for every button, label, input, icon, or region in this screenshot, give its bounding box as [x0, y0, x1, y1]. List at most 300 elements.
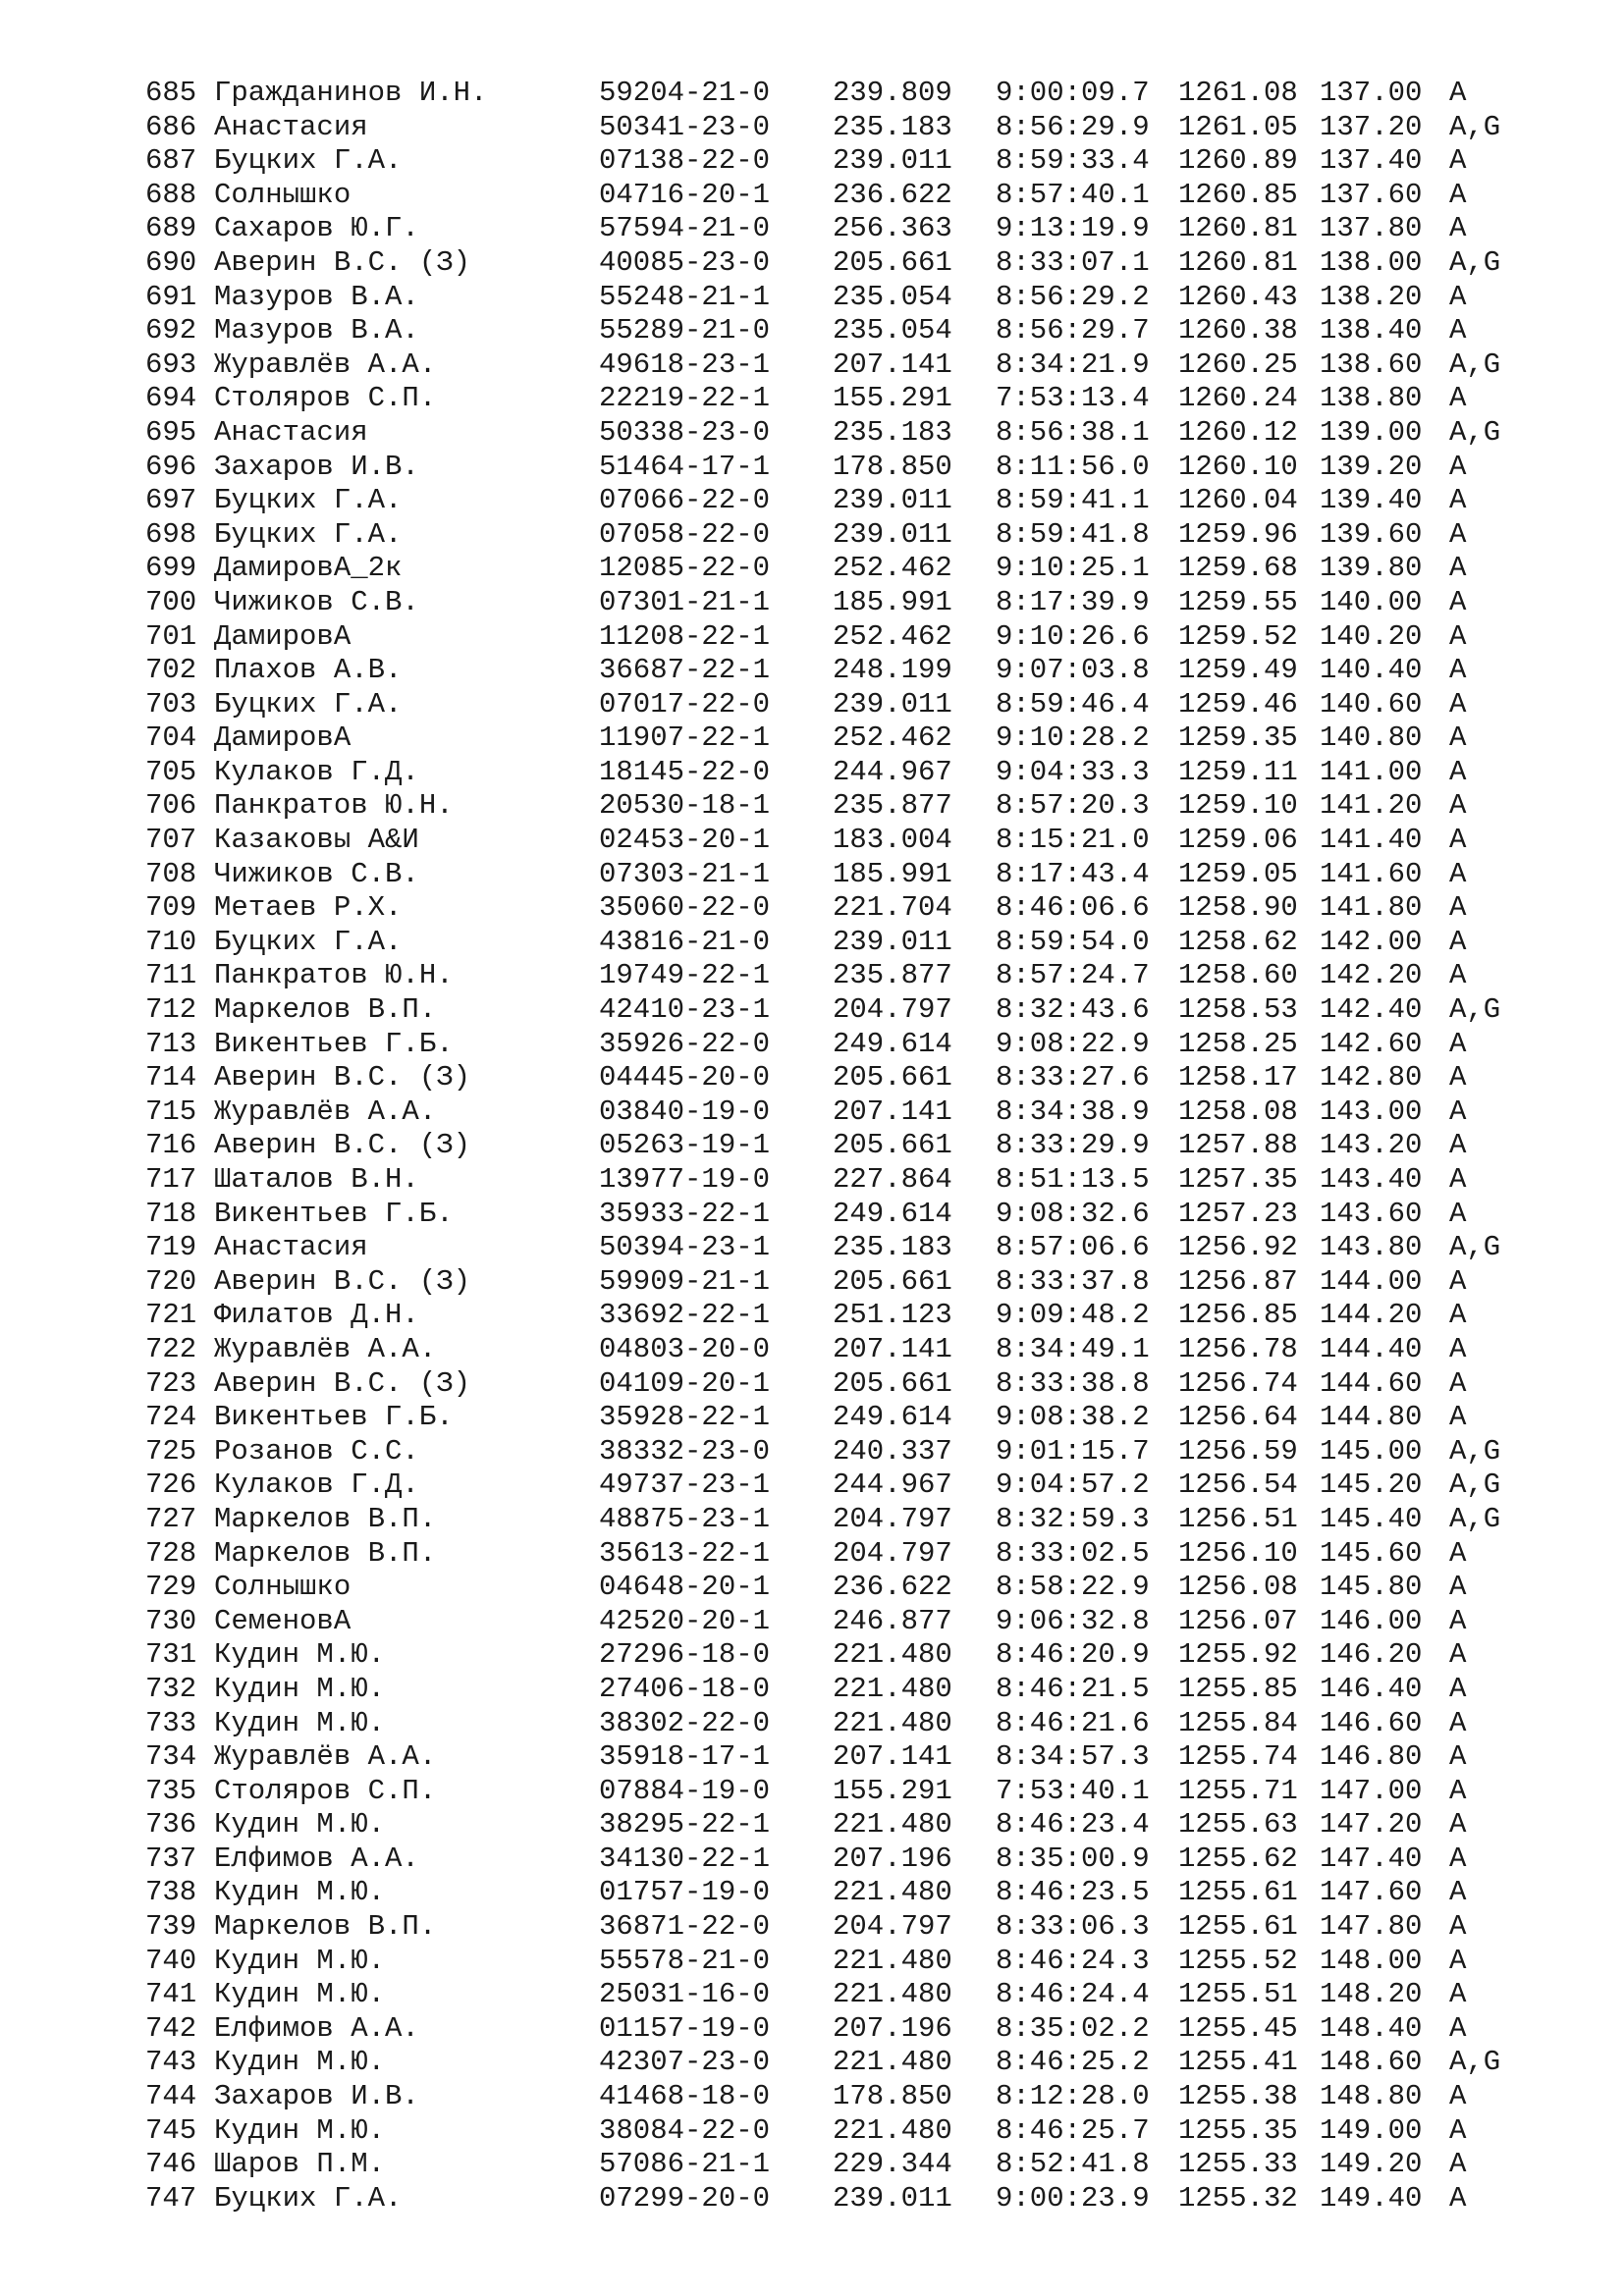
result-speed: 1255.35 — [1178, 2113, 1298, 2147]
result-ring: 35926-22-0 — [599, 1027, 771, 1060]
result-time: 8:59:33.4 — [996, 144, 1150, 178]
result-ring: 55578-21-0 — [599, 1944, 771, 1977]
result-rank: 695 — [145, 415, 197, 449]
result-speed: 1255.45 — [1178, 2011, 1298, 2045]
result-speed: 1256.59 — [1178, 1434, 1298, 1468]
result-dist: 235.877 — [833, 959, 952, 992]
result-flag: A — [1449, 1129, 1467, 1162]
result-dist: 236.622 — [833, 1571, 952, 1604]
result-flag: A — [1449, 1299, 1467, 1332]
result-name: Кудин М.Ю. — [214, 2113, 386, 2147]
result-pts: 147.80 — [1320, 1910, 1423, 1944]
result-time: 8:46:21.5 — [996, 1672, 1150, 1705]
result-speed: 1260.10 — [1178, 450, 1298, 483]
result-pts: 144.20 — [1320, 1299, 1423, 1332]
result-rank: 709 — [145, 891, 197, 925]
result-ring: 35918-17-1 — [599, 1740, 771, 1774]
result-dist: 252.462 — [833, 552, 952, 585]
result-ring: 22219-22-1 — [599, 382, 771, 415]
result-speed: 1259.06 — [1178, 824, 1298, 857]
result-flag: A,G — [1449, 110, 1501, 143]
result-pts: 144.40 — [1320, 1332, 1423, 1365]
result-ring: 50394-23-1 — [599, 1231, 771, 1264]
result-rank: 710 — [145, 925, 197, 958]
result-pts: 145.80 — [1320, 1571, 1423, 1604]
result-rank: 694 — [145, 382, 197, 415]
result-pts: 138.20 — [1320, 280, 1423, 313]
result-rank: 734 — [145, 1740, 197, 1774]
result-time: 8:56:38.1 — [996, 415, 1150, 449]
result-speed: 1257.23 — [1178, 1197, 1298, 1230]
result-ring: 05263-19-1 — [599, 1129, 771, 1162]
result-dist: 246.877 — [833, 1604, 952, 1637]
result-pts: 146.60 — [1320, 1706, 1423, 1739]
result-ring: 35613-22-1 — [599, 1536, 771, 1570]
result-pts: 142.20 — [1320, 959, 1423, 992]
result-name: Чижиков С.В. — [214, 857, 419, 890]
result-pts: 140.60 — [1320, 687, 1423, 721]
result-flag: A — [1449, 144, 1467, 178]
result-ring: 35933-22-1 — [599, 1197, 771, 1230]
result-dist: 249.614 — [833, 1027, 952, 1060]
result-ring: 04109-20-1 — [599, 1366, 771, 1400]
result-time: 8:57:24.7 — [996, 959, 1150, 992]
result-speed: 1256.54 — [1178, 1468, 1298, 1502]
result-name: Мазуров В.А. — [214, 280, 419, 313]
result-time: 8:33:29.9 — [996, 1129, 1150, 1162]
result-rank: 706 — [145, 789, 197, 823]
result-rank: 716 — [145, 1129, 197, 1162]
result-flag: A — [1449, 1061, 1467, 1095]
result-ring: 41468-18-0 — [599, 2080, 771, 2113]
result-name: Буцких Г.А. — [214, 517, 403, 551]
result-rank: 686 — [145, 110, 197, 143]
result-dist: 236.622 — [833, 178, 952, 211]
result-name: Захаров И.В. — [214, 2080, 419, 2113]
result-name: Кудин М.Ю. — [214, 1944, 386, 1977]
result-flag: A — [1449, 959, 1467, 992]
result-rank: 701 — [145, 619, 197, 653]
result-name: Сахаров Ю.Г. — [214, 212, 419, 245]
result-pts: 143.20 — [1320, 1129, 1423, 1162]
result-name: Столяров С.П. — [214, 382, 437, 415]
result-pts: 148.40 — [1320, 2011, 1423, 2045]
result-time: 8:32:43.6 — [996, 993, 1150, 1027]
result-speed: 1255.62 — [1178, 1842, 1298, 1875]
result-time: 8:59:46.4 — [996, 687, 1150, 721]
result-speed: 1255.63 — [1178, 1808, 1298, 1842]
result-name: Солнышко — [214, 178, 352, 211]
result-flag: A — [1449, 1876, 1467, 1909]
result-pts: 143.60 — [1320, 1197, 1423, 1230]
result-pts: 144.00 — [1320, 1264, 1423, 1298]
result-speed: 1259.11 — [1178, 755, 1298, 788]
result-flag: A — [1449, 1842, 1467, 1875]
result-ring: 50338-23-0 — [599, 415, 771, 449]
result-pts: 141.00 — [1320, 755, 1423, 788]
result-name: Кудин М.Ю. — [214, 2046, 386, 2079]
result-dist: 221.480 — [833, 1706, 952, 1739]
result-dist: 221.480 — [833, 1978, 952, 2011]
result-name: ДамировА — [214, 619, 352, 653]
result-name: Маркелов В.П. — [214, 1536, 437, 1570]
result-speed: 1256.64 — [1178, 1401, 1298, 1434]
result-flag: A,G — [1449, 1502, 1501, 1535]
result-flag: A — [1449, 1944, 1467, 1977]
result-speed: 1255.61 — [1178, 1910, 1298, 1944]
result-ring: 20530-18-1 — [599, 789, 771, 823]
result-pts: 147.60 — [1320, 1876, 1423, 1909]
result-name: Столяров С.П. — [214, 1774, 437, 1807]
result-pts: 141.60 — [1320, 857, 1423, 890]
result-flag: A — [1449, 687, 1467, 721]
result-time: 8:58:22.9 — [996, 1571, 1150, 1604]
result-dist: 244.967 — [833, 1468, 952, 1502]
result-time: 9:08:22.9 — [996, 1027, 1150, 1060]
result-pts: 142.60 — [1320, 1027, 1423, 1060]
result-rank: 733 — [145, 1706, 197, 1739]
result-dist: 249.614 — [833, 1401, 952, 1434]
result-name: Анастасия — [214, 1231, 368, 1264]
result-name: Мазуров В.А. — [214, 314, 419, 347]
result-dist: 240.337 — [833, 1434, 952, 1468]
result-name: Плахов А.В. — [214, 654, 403, 687]
result-speed: 1255.71 — [1178, 1774, 1298, 1807]
result-flag: A — [1449, 1604, 1467, 1637]
result-dist: 221.480 — [833, 2113, 952, 2147]
result-dist: 252.462 — [833, 619, 952, 653]
result-rank: 743 — [145, 2046, 197, 2079]
result-flag: A — [1449, 212, 1467, 245]
result-rank: 692 — [145, 314, 197, 347]
result-dist: 207.196 — [833, 1842, 952, 1875]
result-speed: 1255.33 — [1178, 2148, 1298, 2181]
result-flag: A,G — [1449, 347, 1501, 381]
result-rank: 685 — [145, 77, 197, 109]
result-dist: 155.291 — [833, 382, 952, 415]
result-pts: 148.00 — [1320, 1944, 1423, 1977]
result-time: 8:17:43.4 — [996, 857, 1150, 890]
result-name: Журавлёв А.А. — [214, 347, 437, 381]
result-name: Анастасия — [214, 110, 368, 143]
result-name: Журавлёв А.А. — [214, 1740, 437, 1774]
result-rank: 699 — [145, 552, 197, 585]
result-rank: 725 — [145, 1434, 197, 1468]
result-time: 9:04:57.2 — [996, 1468, 1150, 1502]
result-dist: 248.199 — [833, 654, 952, 687]
result-name: Розанов С.С. — [214, 1434, 419, 1468]
result-name: Маркелов В.П. — [214, 993, 437, 1027]
result-speed: 1256.78 — [1178, 1332, 1298, 1365]
result-time: 9:10:26.6 — [996, 619, 1150, 653]
result-ring: 02453-20-1 — [599, 824, 771, 857]
result-dist: 205.661 — [833, 1366, 952, 1400]
result-speed: 1260.04 — [1178, 484, 1298, 517]
result-pts: 144.80 — [1320, 1401, 1423, 1434]
result-ring: 07138-22-0 — [599, 144, 771, 178]
result-dist: 207.141 — [833, 1332, 952, 1365]
result-pts: 141.20 — [1320, 789, 1423, 823]
result-pts: 149.40 — [1320, 2181, 1423, 2215]
result-pts: 140.20 — [1320, 619, 1423, 653]
result-dist: 185.991 — [833, 857, 952, 890]
result-rank: 698 — [145, 517, 197, 551]
result-name: Викентьев Г.Б. — [214, 1197, 454, 1230]
result-dist: 204.797 — [833, 993, 952, 1027]
result-dist: 244.967 — [833, 755, 952, 788]
result-time: 8:59:54.0 — [996, 925, 1150, 958]
result-ring: 07066-22-0 — [599, 484, 771, 517]
result-rank: 741 — [145, 1978, 197, 2011]
result-time: 9:10:28.2 — [996, 721, 1150, 755]
result-flag: A — [1449, 1366, 1467, 1400]
result-flag: A — [1449, 1163, 1467, 1196]
result-name: Гражданинов И.Н. — [214, 77, 488, 109]
result-name: Буцких Г.А. — [214, 687, 403, 721]
result-speed: 1256.51 — [1178, 1502, 1298, 1535]
result-time: 8:57:20.3 — [996, 789, 1150, 823]
result-ring: 07303-21-1 — [599, 857, 771, 890]
result-name: Чижиков С.В. — [214, 585, 419, 618]
result-time: 8:46:25.2 — [996, 2046, 1150, 2079]
result-flag: A — [1449, 1774, 1467, 1807]
result-ring: 04803-20-0 — [599, 1332, 771, 1365]
result-dist: 227.864 — [833, 1163, 952, 1196]
result-dist: 205.661 — [833, 1264, 952, 1298]
result-flag: A — [1449, 925, 1467, 958]
result-pts: 143.80 — [1320, 1231, 1423, 1264]
result-rank: 747 — [145, 2181, 197, 2215]
result-rank: 724 — [145, 1401, 197, 1434]
result-pts: 145.00 — [1320, 1434, 1423, 1468]
result-name: Аверин В.С. (З) — [214, 1264, 471, 1298]
result-flag: A — [1449, 721, 1467, 755]
result-pts: 138.80 — [1320, 382, 1423, 415]
result-rank: 735 — [145, 1774, 197, 1807]
result-rank: 744 — [145, 2080, 197, 2113]
result-pts: 137.20 — [1320, 110, 1423, 143]
result-name: Аверин В.С. (З) — [214, 245, 471, 279]
result-rank: 707 — [145, 824, 197, 857]
result-time: 9:08:32.6 — [996, 1197, 1150, 1230]
result-time: 8:11:56.0 — [996, 450, 1150, 483]
result-dist: 178.850 — [833, 2080, 952, 2113]
result-flag: A,G — [1449, 1468, 1501, 1502]
result-rank: 719 — [145, 1231, 197, 1264]
result-speed: 1260.24 — [1178, 382, 1298, 415]
result-ring: 38295-22-1 — [599, 1808, 771, 1842]
result-speed: 1259.68 — [1178, 552, 1298, 585]
result-ring: 50341-23-0 — [599, 110, 771, 143]
result-flag: A — [1449, 280, 1467, 313]
result-dist: 239.011 — [833, 2181, 952, 2215]
result-speed: 1255.74 — [1178, 1740, 1298, 1774]
result-speed: 1256.07 — [1178, 1604, 1298, 1637]
result-time: 9:10:25.1 — [996, 552, 1150, 585]
result-name: Метаев Р.Х. — [214, 891, 403, 925]
result-rank: 700 — [145, 585, 197, 618]
result-ring: 07884-19-0 — [599, 1774, 771, 1807]
result-speed: 1260.43 — [1178, 280, 1298, 313]
result-ring: 18145-22-0 — [599, 755, 771, 788]
result-rank: 737 — [145, 1842, 197, 1875]
result-dist: 239.011 — [833, 144, 952, 178]
result-dist: 205.661 — [833, 1061, 952, 1095]
result-flag: A,G — [1449, 245, 1501, 279]
result-rank: 715 — [145, 1095, 197, 1128]
result-flag: A — [1449, 178, 1467, 211]
result-time: 8:46:24.3 — [996, 1944, 1150, 1977]
result-ring: 34130-22-1 — [599, 1842, 771, 1875]
result-pts: 139.00 — [1320, 415, 1423, 449]
result-dist: 235.877 — [833, 789, 952, 823]
result-rank: 727 — [145, 1502, 197, 1535]
result-name: Кудин М.Ю. — [214, 1706, 386, 1739]
result-speed: 1258.62 — [1178, 925, 1298, 958]
result-name: ДамировА — [214, 721, 352, 755]
result-ring: 57086-21-1 — [599, 2148, 771, 2181]
result-ring: 42410-23-1 — [599, 993, 771, 1027]
result-name: Маркелов В.П. — [214, 1502, 437, 1535]
result-name: Кудин М.Ю. — [214, 1808, 386, 1842]
result-rank: 740 — [145, 1944, 197, 1977]
result-rank: 690 — [145, 245, 197, 279]
result-ring: 07058-22-0 — [599, 517, 771, 551]
result-time: 8:46:23.5 — [996, 1876, 1150, 1909]
result-pts: 146.80 — [1320, 1740, 1423, 1774]
result-dist: 185.991 — [833, 585, 952, 618]
result-pts: 145.40 — [1320, 1502, 1423, 1535]
result-time: 8:46:25.7 — [996, 2113, 1150, 2147]
result-time: 8:59:41.1 — [996, 484, 1150, 517]
result-time: 8:59:41.8 — [996, 517, 1150, 551]
result-pts: 137.00 — [1320, 77, 1423, 109]
result-speed: 1260.38 — [1178, 314, 1298, 347]
result-rank: 691 — [145, 280, 197, 313]
result-dist: 239.011 — [833, 484, 952, 517]
result-dist: 239.011 — [833, 687, 952, 721]
result-time: 9:06:32.8 — [996, 1604, 1150, 1637]
result-time: 9:13:19.9 — [996, 212, 1150, 245]
result-speed: 1259.52 — [1178, 619, 1298, 653]
result-ring: 11907-22-1 — [599, 721, 771, 755]
result-speed: 1255.52 — [1178, 1944, 1298, 1977]
result-dist: 239.011 — [833, 517, 952, 551]
result-ring: 25031-16-0 — [599, 1978, 771, 2011]
result-ring: 07017-22-0 — [599, 687, 771, 721]
result-name: Елфимов А.А. — [214, 1842, 419, 1875]
result-name: СеменовА — [214, 1604, 352, 1637]
result-dist: 239.011 — [833, 925, 952, 958]
result-rank: 721 — [145, 1299, 197, 1332]
result-ring: 33692-22-1 — [599, 1299, 771, 1332]
result-time: 8:15:21.0 — [996, 824, 1150, 857]
result-rank: 745 — [145, 2113, 197, 2147]
result-dist: 235.183 — [833, 110, 952, 143]
result-flag: A — [1449, 2011, 1467, 2045]
result-pts: 148.20 — [1320, 1978, 1423, 2011]
result-speed: 1259.49 — [1178, 654, 1298, 687]
result-pts: 137.60 — [1320, 178, 1423, 211]
result-name: Кудин М.Ю. — [214, 1876, 386, 1909]
result-rank: 728 — [145, 1536, 197, 1570]
result-name: Панкратов Ю.Н. — [214, 789, 454, 823]
result-rank: 697 — [145, 484, 197, 517]
result-rank: 736 — [145, 1808, 197, 1842]
result-time: 8:57:40.1 — [996, 178, 1150, 211]
result-speed: 1259.05 — [1178, 857, 1298, 890]
result-speed: 1255.51 — [1178, 1978, 1298, 2011]
result-ring: 11208-22-1 — [599, 619, 771, 653]
result-rank: 712 — [145, 993, 197, 1027]
result-ring: 19749-22-1 — [599, 959, 771, 992]
result-ring: 35928-22-1 — [599, 1401, 771, 1434]
result-ring: 27406-18-0 — [599, 1672, 771, 1705]
result-speed: 1255.85 — [1178, 1672, 1298, 1705]
result-pts: 140.40 — [1320, 654, 1423, 687]
result-ring: 13977-19-0 — [599, 1163, 771, 1196]
result-dist: 252.462 — [833, 721, 952, 755]
result-name: Казаковы А&И — [214, 824, 419, 857]
result-dist: 221.704 — [833, 891, 952, 925]
result-pts: 139.20 — [1320, 450, 1423, 483]
result-flag: A — [1449, 1808, 1467, 1842]
result-speed: 1259.10 — [1178, 789, 1298, 823]
result-flag: A — [1449, 382, 1467, 415]
result-flag: A — [1449, 517, 1467, 551]
result-dist: 204.797 — [833, 1502, 952, 1535]
result-name: Захаров И.В. — [214, 450, 419, 483]
result-pts: 141.80 — [1320, 891, 1423, 925]
result-time: 8:56:29.2 — [996, 280, 1150, 313]
result-time: 9:00:23.9 — [996, 2181, 1150, 2215]
result-time: 8:33:37.8 — [996, 1264, 1150, 1298]
result-speed: 1256.92 — [1178, 1231, 1298, 1264]
result-ring: 04445-20-0 — [599, 1061, 771, 1095]
result-rank: 730 — [145, 1604, 197, 1637]
result-name: Филатов Д.Н. — [214, 1299, 419, 1332]
result-speed: 1258.08 — [1178, 1095, 1298, 1128]
result-flag: A — [1449, 484, 1467, 517]
result-ring: 07299-20-0 — [599, 2181, 771, 2215]
result-time: 8:17:39.9 — [996, 585, 1150, 618]
result-dist: 205.661 — [833, 245, 952, 279]
result-flag: A — [1449, 891, 1467, 925]
result-rank: 720 — [145, 1264, 197, 1298]
result-time: 8:33:27.6 — [996, 1061, 1150, 1095]
result-speed: 1258.60 — [1178, 959, 1298, 992]
result-time: 9:09:48.2 — [996, 1299, 1150, 1332]
result-ring: 49618-23-1 — [599, 347, 771, 381]
result-time: 8:56:29.7 — [996, 314, 1150, 347]
result-time: 8:52:41.8 — [996, 2148, 1150, 2181]
result-rank: 726 — [145, 1468, 197, 1502]
result-speed: 1260.25 — [1178, 347, 1298, 381]
result-pts: 146.40 — [1320, 1672, 1423, 1705]
result-dist: 221.480 — [833, 2046, 952, 2079]
result-rank: 738 — [145, 1876, 197, 1909]
result-rank: 693 — [145, 347, 197, 381]
result-ring: 36871-22-0 — [599, 1910, 771, 1944]
result-time: 8:32:59.3 — [996, 1502, 1150, 1535]
result-flag: A — [1449, 1264, 1467, 1298]
result-name: Буцких Г.А. — [214, 2181, 403, 2215]
result-flag: A — [1449, 1536, 1467, 1570]
result-ring: 38302-22-0 — [599, 1706, 771, 1739]
result-time: 8:35:02.2 — [996, 2011, 1150, 2045]
result-name: Журавлёв А.А. — [214, 1095, 437, 1128]
result-time: 9:00:09.7 — [996, 77, 1150, 109]
